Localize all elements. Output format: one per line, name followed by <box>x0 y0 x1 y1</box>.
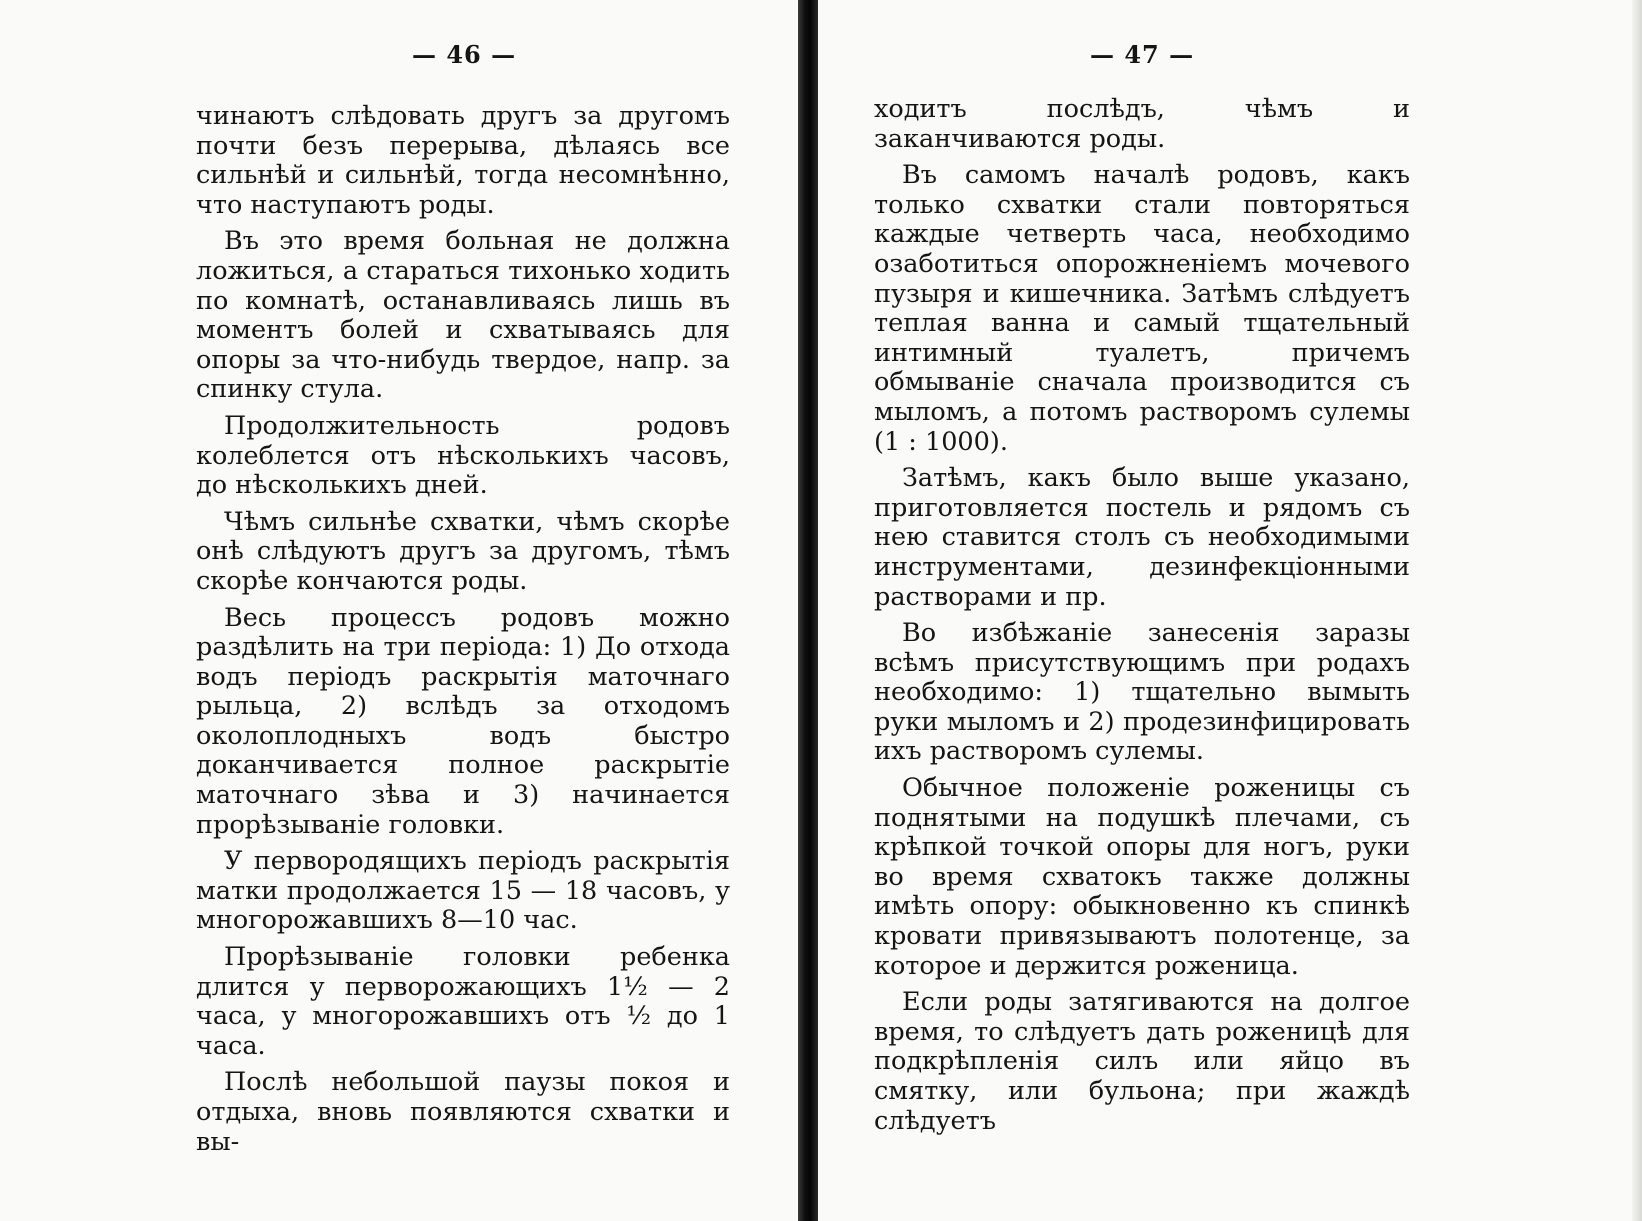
paragraph: Продолжительность родовъ колеблется отъ нѣсколькихъ часовъ, до нѣсколькихъ дней. <box>196 410 730 501</box>
paragraph: Затѣмъ, какъ было выше указано, приготовляется постель и рядомъ съ нею ставится столъ съ необходимыми инструментами, дезинфекціонными растворами и пр. <box>874 463 1410 612</box>
paragraph: Въ это время больная не должна ложиться, а стараться тихонько ходить по комнатѣ, останавливаясь лишь въ моментъ болей и схватываясь для опоры за что-нибудь твердое, напр. за спинку стула. <box>196 226 730 405</box>
paragraph: чинаютъ слѣдовать другъ за другомъ почти безъ перерыва, дѣлаясь все сильнѣй и сильнѣй, тогда несомнѣнно, что наступаютъ роды. <box>196 101 730 220</box>
page-text <box>196 102 730 1164</box>
right-page <box>818 0 1642 1221</box>
paragraph: Обычное положеніе роженицы съ поднятыми на подушкѣ плечами, съ крѣпкой точкой опоры для ногъ, руки во время схватокъ также должны имѣть опору: обыкновенно къ спинкѣ кровати привязываютъ полотенце, за которое и держится роженица. <box>874 773 1410 981</box>
paragraph: Если роды затягиваются на долгое время, то слѣдуетъ дать роженицѣ для подкрѣпленія силъ или яйцо въ смятку, или бульона; при жаждѣ слѣдуетъ <box>874 987 1410 1136</box>
paragraph: Въ самомъ началѣ родовъ, какъ только схватки стали повторяться каждые четверть часа, необходимо озаботиться опорожненіемъ мочевого пузыря и кишечника. Затѣмъ слѣдуетъ теплая ванна и самый тщательный интимный туалетъ, причемъ обмываніе сначала производится съ мыломъ, а потомъ растворомъ сулемы (1 : 1000). <box>874 160 1410 457</box>
book-gutter <box>798 0 818 1221</box>
page-edge <box>1632 0 1642 1221</box>
left-page <box>0 0 798 1221</box>
page-number: — 47 — <box>1090 40 1195 69</box>
paragraph: ходитъ послѣдъ, чѣмъ и заканчиваются роды. <box>874 94 1410 154</box>
paragraph: Во избѣжаніе занесенія заразы всѣмъ присутствующимъ при родахъ необходимо: 1) тщательно вымыть руки мыломъ и 2) продезинфицировать ихъ растворомъ сулемы. <box>874 618 1410 767</box>
paragraph: Чѣмъ сильнѣе схватки, чѣмъ скорѣе онѣ слѣдуютъ другъ за другомъ, тѣмъ скорѣе кончаются роды. <box>196 506 730 596</box>
page-text <box>874 95 1410 1143</box>
paragraph: Послѣ небольшой паузы покоя и отдыха, вновь появляются схватки и вы- <box>196 1067 730 1157</box>
paragraph: У первородящихъ періодъ раскрытія матки продолжается 15 — 18 часовъ, у многорожавшихъ 8—10 час. <box>196 846 730 936</box>
paragraph: Весь процессъ родовъ можно раздѣлить на три періода: 1) До отхода водъ періодъ раскрытія маточнаго рыльца, 2) вслѣдъ за отходомъ околоплодныхъ водъ быстро доканчивается полное раскрытіе маточнаго зѣва и 3) начинается прорѣзываніе головки. <box>196 602 730 840</box>
paragraph: Прорѣзываніе головки ребенка длится у перворожающихъ 1½ — 2 часа, у многорожавшихъ отъ ½ до 1 часа. <box>196 942 730 1061</box>
page-number: — 46 — <box>412 40 517 69</box>
